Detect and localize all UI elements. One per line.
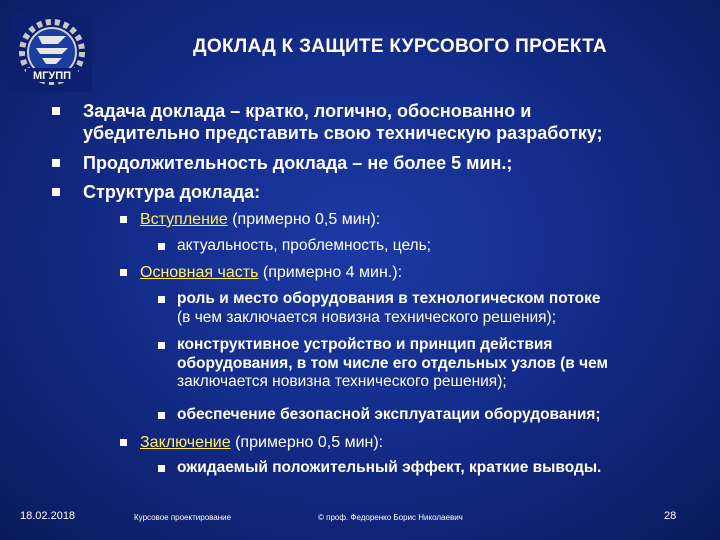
bullet-icon (120, 269, 127, 276)
footer-date: 18.02.2018 (20, 510, 76, 522)
section-heading: Вступление (140, 211, 228, 228)
list-item: обеспечение безопасной эксплуатации оборудования; (158, 406, 601, 425)
bullet-icon (52, 107, 60, 115)
bullet-icon (158, 296, 165, 303)
bullet-icon (120, 439, 127, 446)
bullet-icon (158, 243, 165, 250)
section-conclusion: Заключение (примерно 0,5 мин): (120, 433, 383, 452)
section-heading: Основная часть (140, 264, 259, 281)
section-heading: Заключение (140, 434, 231, 451)
page-title: ДОКЛАД К ЗАЩИТЕ КУРСОВОГО ПРОЕКТА (193, 36, 607, 57)
bullet-icon (52, 188, 60, 196)
list-item: актуальность, проблемность, цель; (158, 237, 431, 256)
list-item: ожидаемый положительный эффект, краткие выводы. (158, 459, 601, 478)
bullet-icon (158, 465, 165, 472)
list-item: роль и место оборудования в технологическом потоке (в чем заключается новизна технического решения); (158, 290, 601, 327)
university-logo (12, 14, 92, 92)
list-item: Продолжительность доклада – не более 5 мин.; (52, 152, 512, 174)
bullet-icon (158, 412, 165, 419)
bullet-icon (158, 342, 165, 349)
footer-course: Курсовое проектирование (134, 513, 232, 522)
page-number: 28 (664, 510, 677, 522)
list-item: Задача доклада – кратко, логично, обоснованно и (52, 100, 531, 122)
bullet-icon (120, 216, 127, 223)
footer-author: © проф. Федоренко Борис Николаевич (318, 513, 463, 522)
bullet-icon (52, 159, 60, 167)
list-item: Структура доклада: (52, 181, 260, 203)
section-intro: Вступление (примерно 0,5 мин): (120, 210, 380, 229)
list-item: конструктивное устройство и принцип действия оборудования, в том числе его отдельных узлов (в чем заключается новизна технического решения); (158, 336, 608, 392)
section-main: Основная часть (примерно 4 мин.): (120, 263, 402, 282)
logo-text: МГУПП (32, 70, 72, 82)
list-item-continuation: убедительно представить свою техническую разработку; (83, 123, 603, 143)
